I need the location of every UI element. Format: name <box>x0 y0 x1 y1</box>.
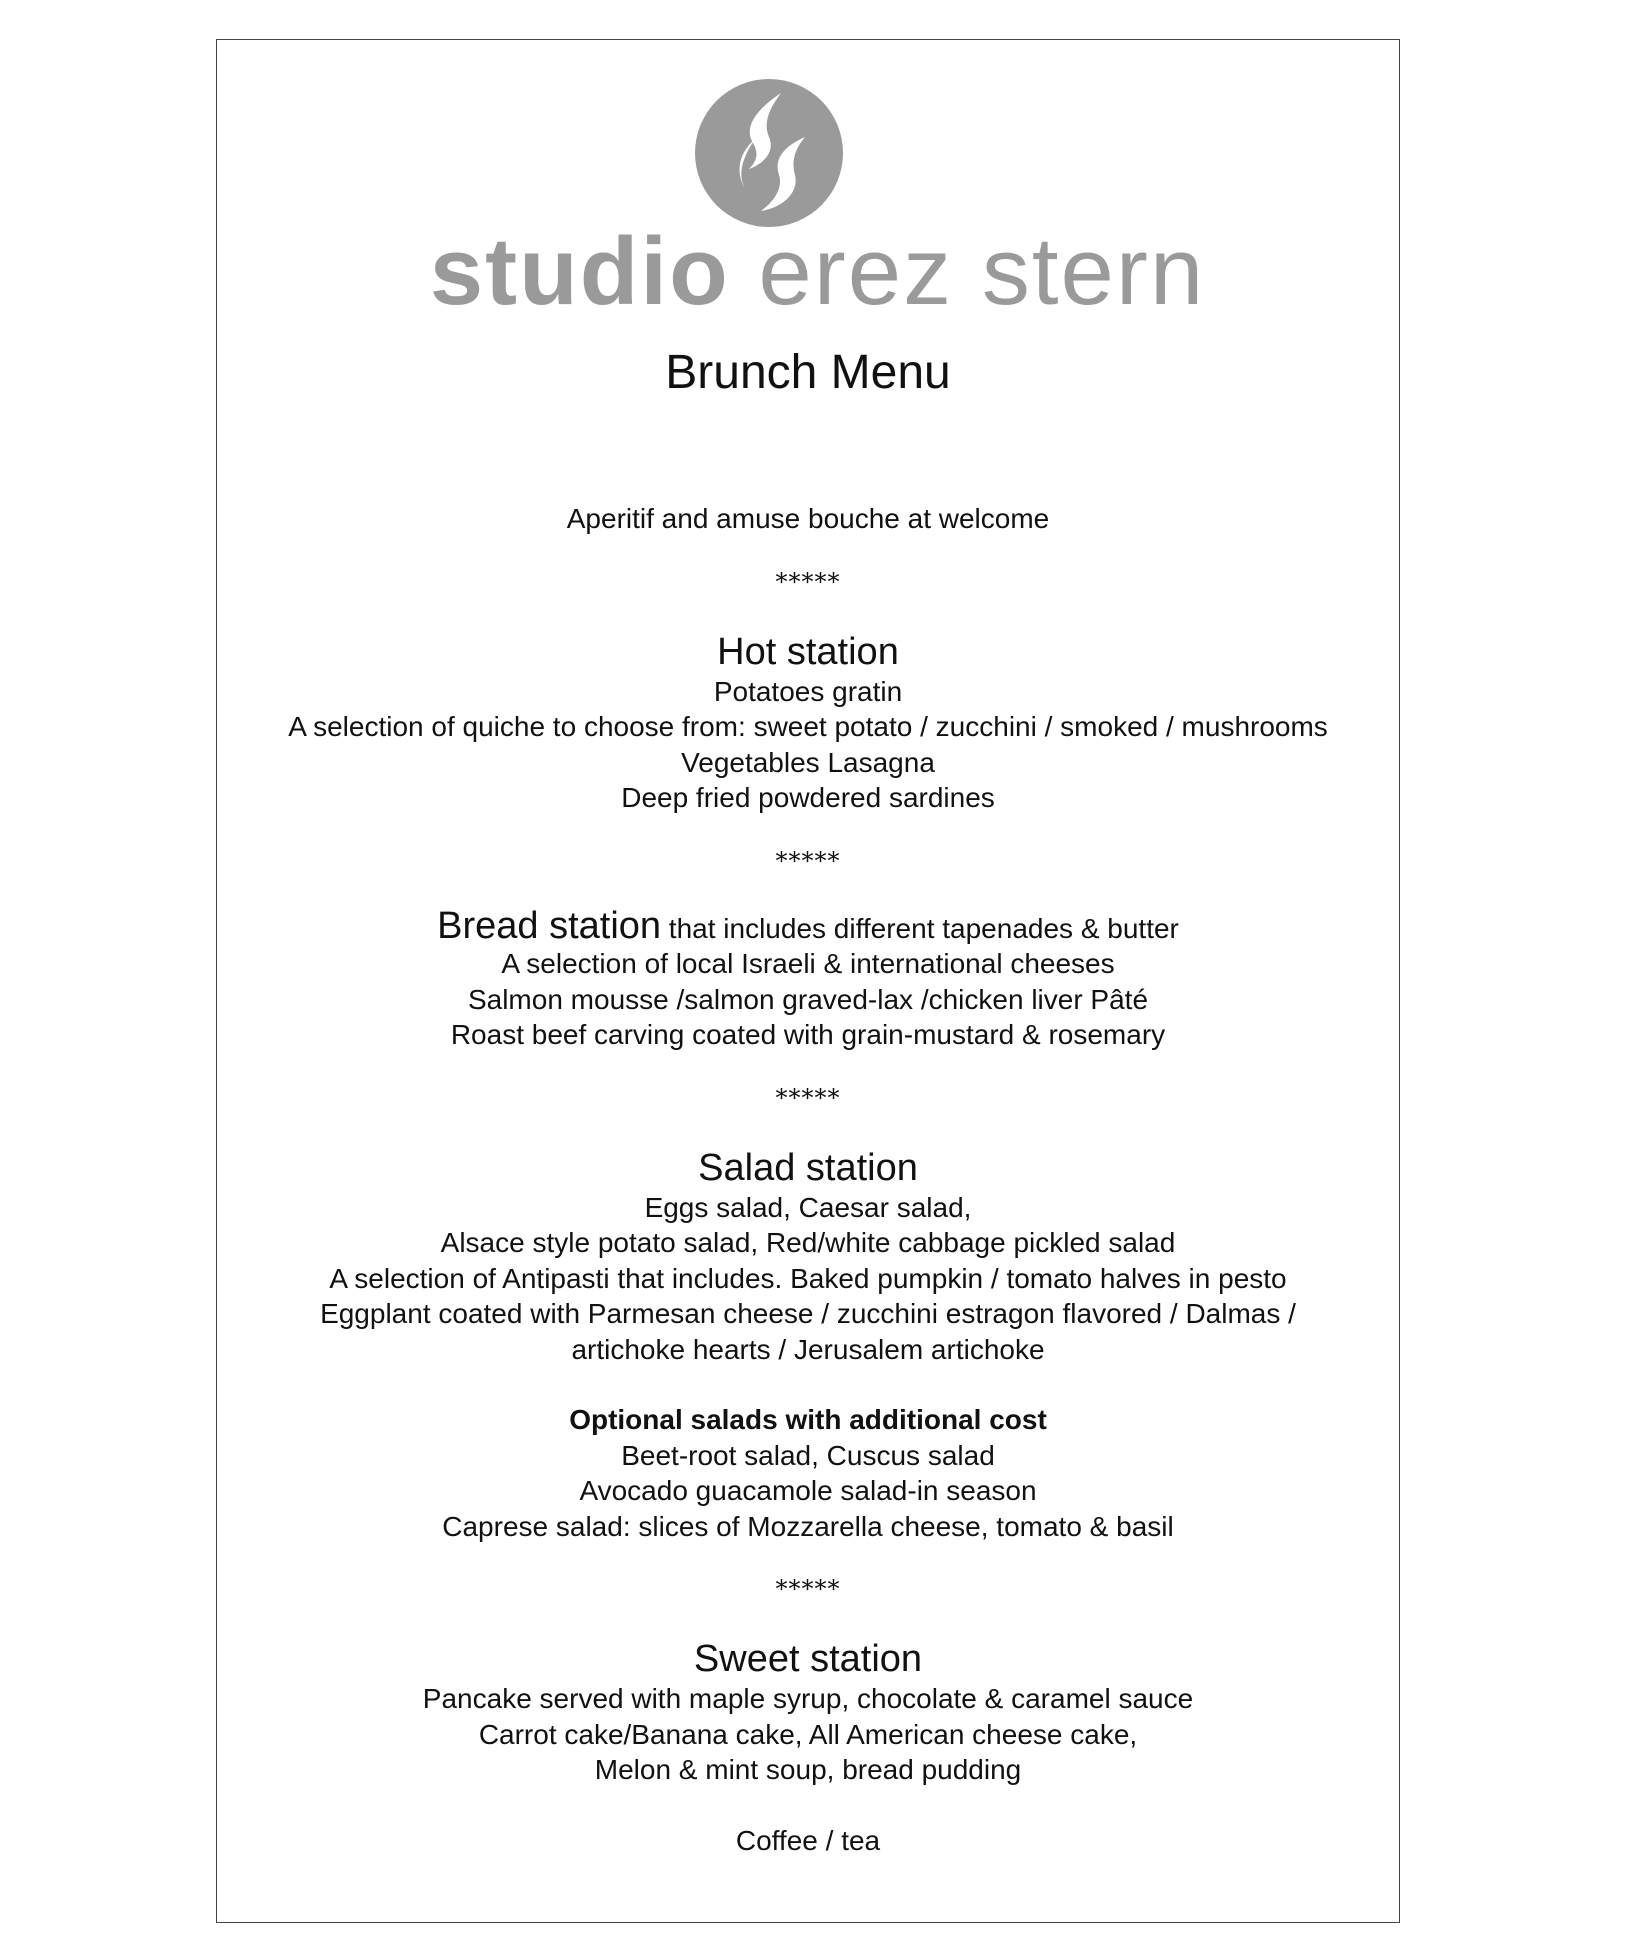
hot-station-heading: Hot station <box>717 630 899 673</box>
salad-station-heading: Salad station <box>698 1146 918 1189</box>
page-title: Brunch Menu <box>665 346 951 399</box>
logo-wordmark <box>0 218 1635 325</box>
optional-salad-item: Avocado guacamole salad-in season <box>579 1475 1037 1506</box>
bread-station-line <box>216 904 1400 947</box>
separator: ***** <box>775 846 841 875</box>
menu-content <box>216 345 1400 1858</box>
separator: ***** <box>775 567 841 596</box>
hot-item: A selection of quiche to choose from: sweet potato / zucchini / smoked / mushrooms <box>288 711 1328 742</box>
logo-word-erez-stern: erez stern <box>758 218 1206 325</box>
sweet-station-heading: Sweet station <box>693 1638 923 1680</box>
sweet-item: Pancake served with maple syrup, chocolate & caramel sauce <box>422 1683 1194 1714</box>
bread-item: A selection of local Israeli & international cheeses <box>501 948 1115 979</box>
salad-item: Alsace style potato salad, Red/white cabbage pickled salad <box>440 1227 1176 1258</box>
salad-item: Eggs salad, Caesar salad, <box>644 1191 972 1223</box>
sweet-item: Carrot cake/Banana cake, All American cheese cake, <box>478 1718 1138 1750</box>
flame-logo-icon <box>695 79 843 227</box>
closing-line: Coffee / tea <box>735 1824 881 1856</box>
welcome-line: Aperitif and amuse bouche at welcome <box>566 503 1050 534</box>
hot-item: Deep fried powdered sardines <box>621 782 995 813</box>
hot-item: Vegetables Lasagna <box>681 746 935 778</box>
hot-item: Potatoes gratin <box>713 675 903 707</box>
bread-item: Roast beef carving coated with grain-mustard & rosemary <box>450 1019 1166 1050</box>
optional-salads-heading: Optional salads with additional cost <box>569 1404 1047 1435</box>
bread-station-heading: Bread station <box>437 904 662 947</box>
logo-word-studio: studio <box>429 218 730 325</box>
salad-item: artichoke hearts / Jerusalem artichoke <box>571 1333 1045 1365</box>
sweet-item: Melon & mint soup, bread pudding <box>594 1754 1022 1785</box>
bread-station-heading-suffix: that includes different tapenades & butter <box>661 912 1179 944</box>
salad-item: A selection of Antipasti that includes. Baked pumpkin / tomato halves in pesto <box>329 1262 1287 1294</box>
separator: ***** <box>775 1083 841 1112</box>
separator: ***** <box>775 1575 841 1603</box>
optional-salad-item: Caprese salad: slices of Mozzarella cheese, tomato & basil <box>442 1510 1174 1542</box>
salad-item: Eggplant coated with Parmesan cheese / zucchini estragon flavored / Dalmas / <box>320 1298 1296 1329</box>
optional-salad-item: Beet-root salad, Cuscus salad <box>621 1439 995 1471</box>
bread-item: Salmon mousse /salmon graved-lax /chicken liver Pâté <box>467 983 1149 1015</box>
